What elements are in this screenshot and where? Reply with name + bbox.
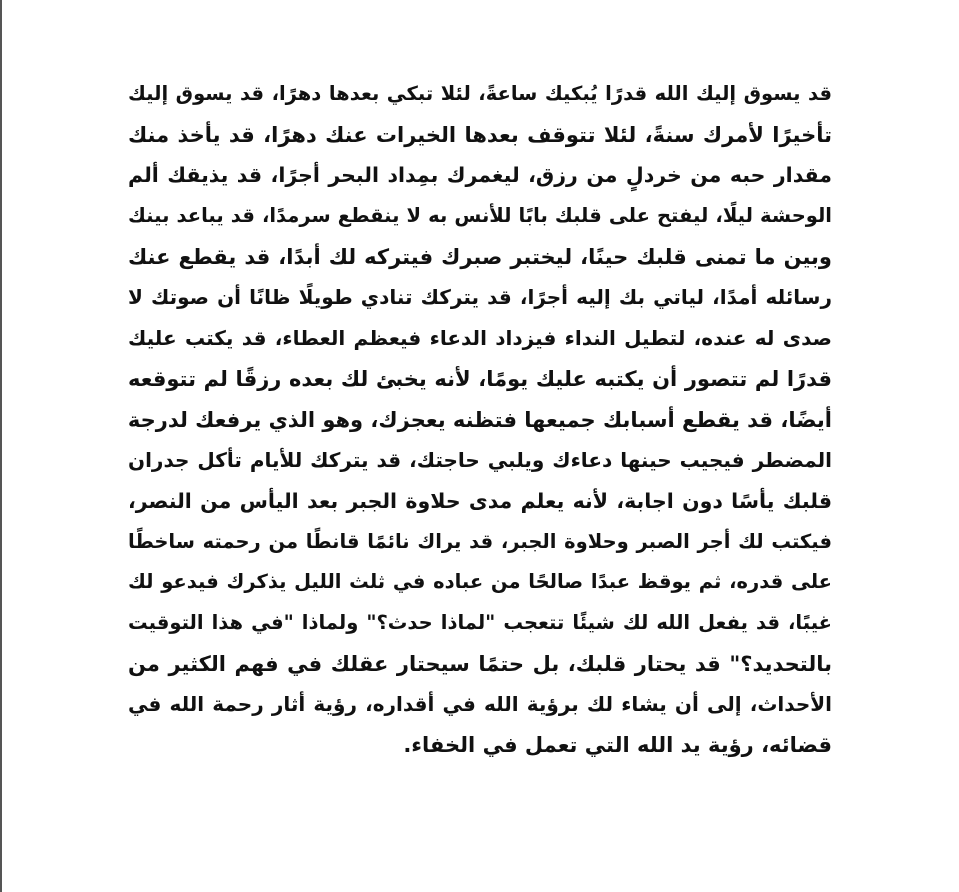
text-line: قد يسوق إليك الله قدرًا يُبكيك ساعةً، لئلا تبكي بعدها دهرًا، قد يسوق إليك — [128, 82, 832, 105]
text-line: فيكتب لك أجر الصبر وحلاوة الجبر، قد يراك نائمًا قانطًا من رحمته ساخطًا — [128, 529, 832, 553]
text-line: المضطر فيجيب حينها دعاءك ويلبي حاجتك، قد يتركك للأيام تأكل جدران — [128, 448, 832, 473]
text-line: قدرًا لم تتصور أن يكتبه عليك يومًا، لأنه يخبئ لك بعده رزقًا لم تتوقعه — [128, 366, 832, 391]
text-line: أيضًا، قد يقطع أسبابك جميعها فتظنه يعجزك، وهو الذي يرفعك لدرجة — [128, 407, 832, 432]
text-line: وبين ما تمنى قلبك حينًا، ليختبر صبرك فيتركه لك أبدًا، قد يقطع عنك — [128, 244, 832, 269]
text-line: قضائه، رؤية يد الله التي تعمل في الخفاء. — [403, 733, 832, 757]
text-line: غيبًا، قد يفعل الله لك شيئًا تتعجب "لماذا حدث؟" ولماذا "في هذا التوقيت — [128, 610, 832, 634]
text-line: قلبك يأسًا دون اجابة، لأنه يعلم مدى حلاوة الجبر بعد اليأس من النصر، — [128, 488, 832, 513]
text-line: تأخيرًا لأمرك سنةً، لئلا تتوقف بعدها الخيرات عنك دهرًا، قد يأخذ منك — [128, 122, 832, 147]
text-line: صدى له عنده، لتطيل النداء فيزداد الدعاء فيعظم العطاء، قد يكتب عليك — [128, 326, 832, 351]
text-line: بالتحديد؟" قد يحتار قلبك، بل حتمًا سيحتار عقلك في فهم الكثير من — [128, 651, 832, 676]
text-line: الوحشة ليلًا، ليفتح على قلبك بابًا للأنس به لا ينقطع سرمدًا، قد يباعد بينك — [128, 204, 832, 228]
page-left-border — [0, 0, 2, 892]
text-line: رسائله أمدًا، لياتي بك إليه أجرًا، قد يتركك تنادي طويلًا ظانًا أن صوتك لا — [128, 285, 832, 310]
text-line: الأحداث، إلى أن يشاء لك برؤية الله في أقداره، رؤية أثار رحمة الله في — [128, 692, 832, 717]
arabic-text-block — [128, 74, 832, 766]
text-line: مقدار حبه من خردلٍ من رزق، ليغمرك بمِداد البحر أجرًا، قد يذيقك ألم — [128, 163, 832, 188]
text-line: على قدره، ثم يوقظ عبدًا صالحًا من عباده في ثلث الليل يذكرك فيدعو لك — [128, 570, 832, 594]
